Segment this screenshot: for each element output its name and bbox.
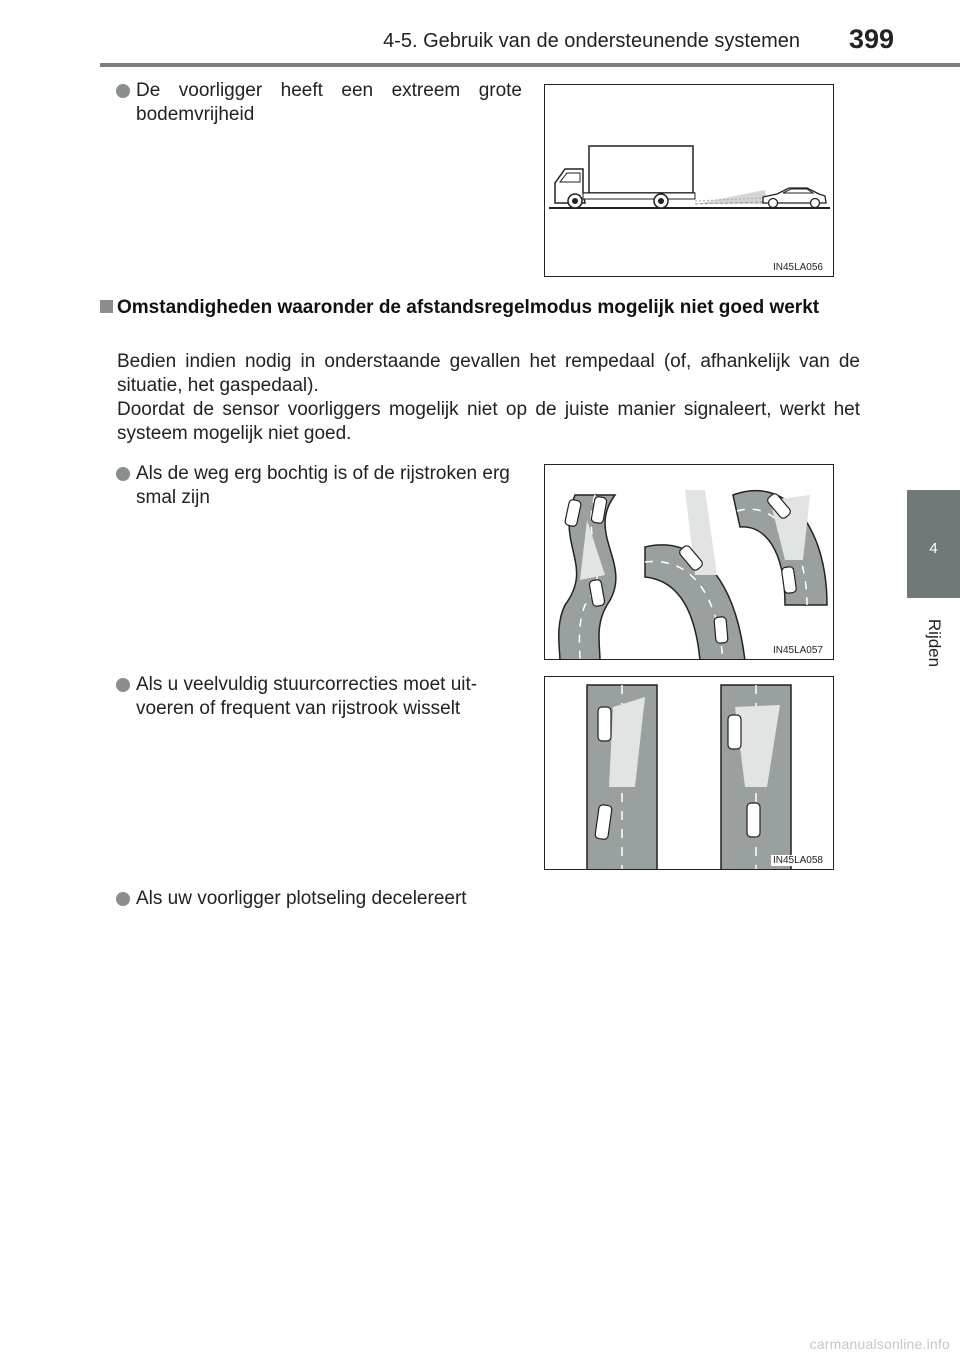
chapter-tab-number: 4 [929,540,938,557]
section-body [117,350,860,446]
figure-code: IN45LA057 [772,645,823,656]
chapter-tab-label: Rijden [925,618,944,668]
section-paragraph-2: Doordat de sensor voorliggers mogelijk niet op de juiste manier signaleert, werkt het systeem mogelijk niet goed. [117,399,860,444]
bullet-text-deceleration: Als uw voorligger plotseling decelereert [136,888,467,909]
section-heading: Omstandigheden waaronder de afstandsregelmodus mogelijk niet goed werkt [117,297,820,318]
bullet-text-curves: Als de weg erg bochtig is of de rijstroken erg smal zijn [136,463,510,508]
header-section-title: 4-5. Gebruik van de ondersteunende systemen [383,30,800,52]
figure-lane-change [544,676,834,870]
header-divider [100,63,960,67]
bullet-dot-icon [116,467,130,481]
figure-curved-roads [544,464,834,660]
figure-truck-clearance [544,84,834,277]
figure-code: IN45LA058 [772,855,823,866]
section-marker-icon [100,300,113,313]
figure-code: IN45LA056 [772,262,823,273]
bullet-dot-icon [116,892,130,906]
bullet-dot-icon [116,678,130,692]
watermark: carmanualsonline.info [809,1336,950,1352]
bullet-text-lane-change: Als u veelvuldig stuurcorrecties moet uit-voeren of frequent van rijstrook wisselt [136,674,478,719]
bullet-text-clearance: De voorligger heeft een extreem grote bodemvrijheid [136,80,522,125]
chapter-tab [907,490,960,598]
page-number: 399 [848,24,894,54]
bullet-dot-icon [116,84,130,98]
section-paragraph-1: Bedien indien nodig in onderstaande gevallen het rempedaal (of, afhankelijk van de situatie, het gaspedaal). [117,351,860,396]
